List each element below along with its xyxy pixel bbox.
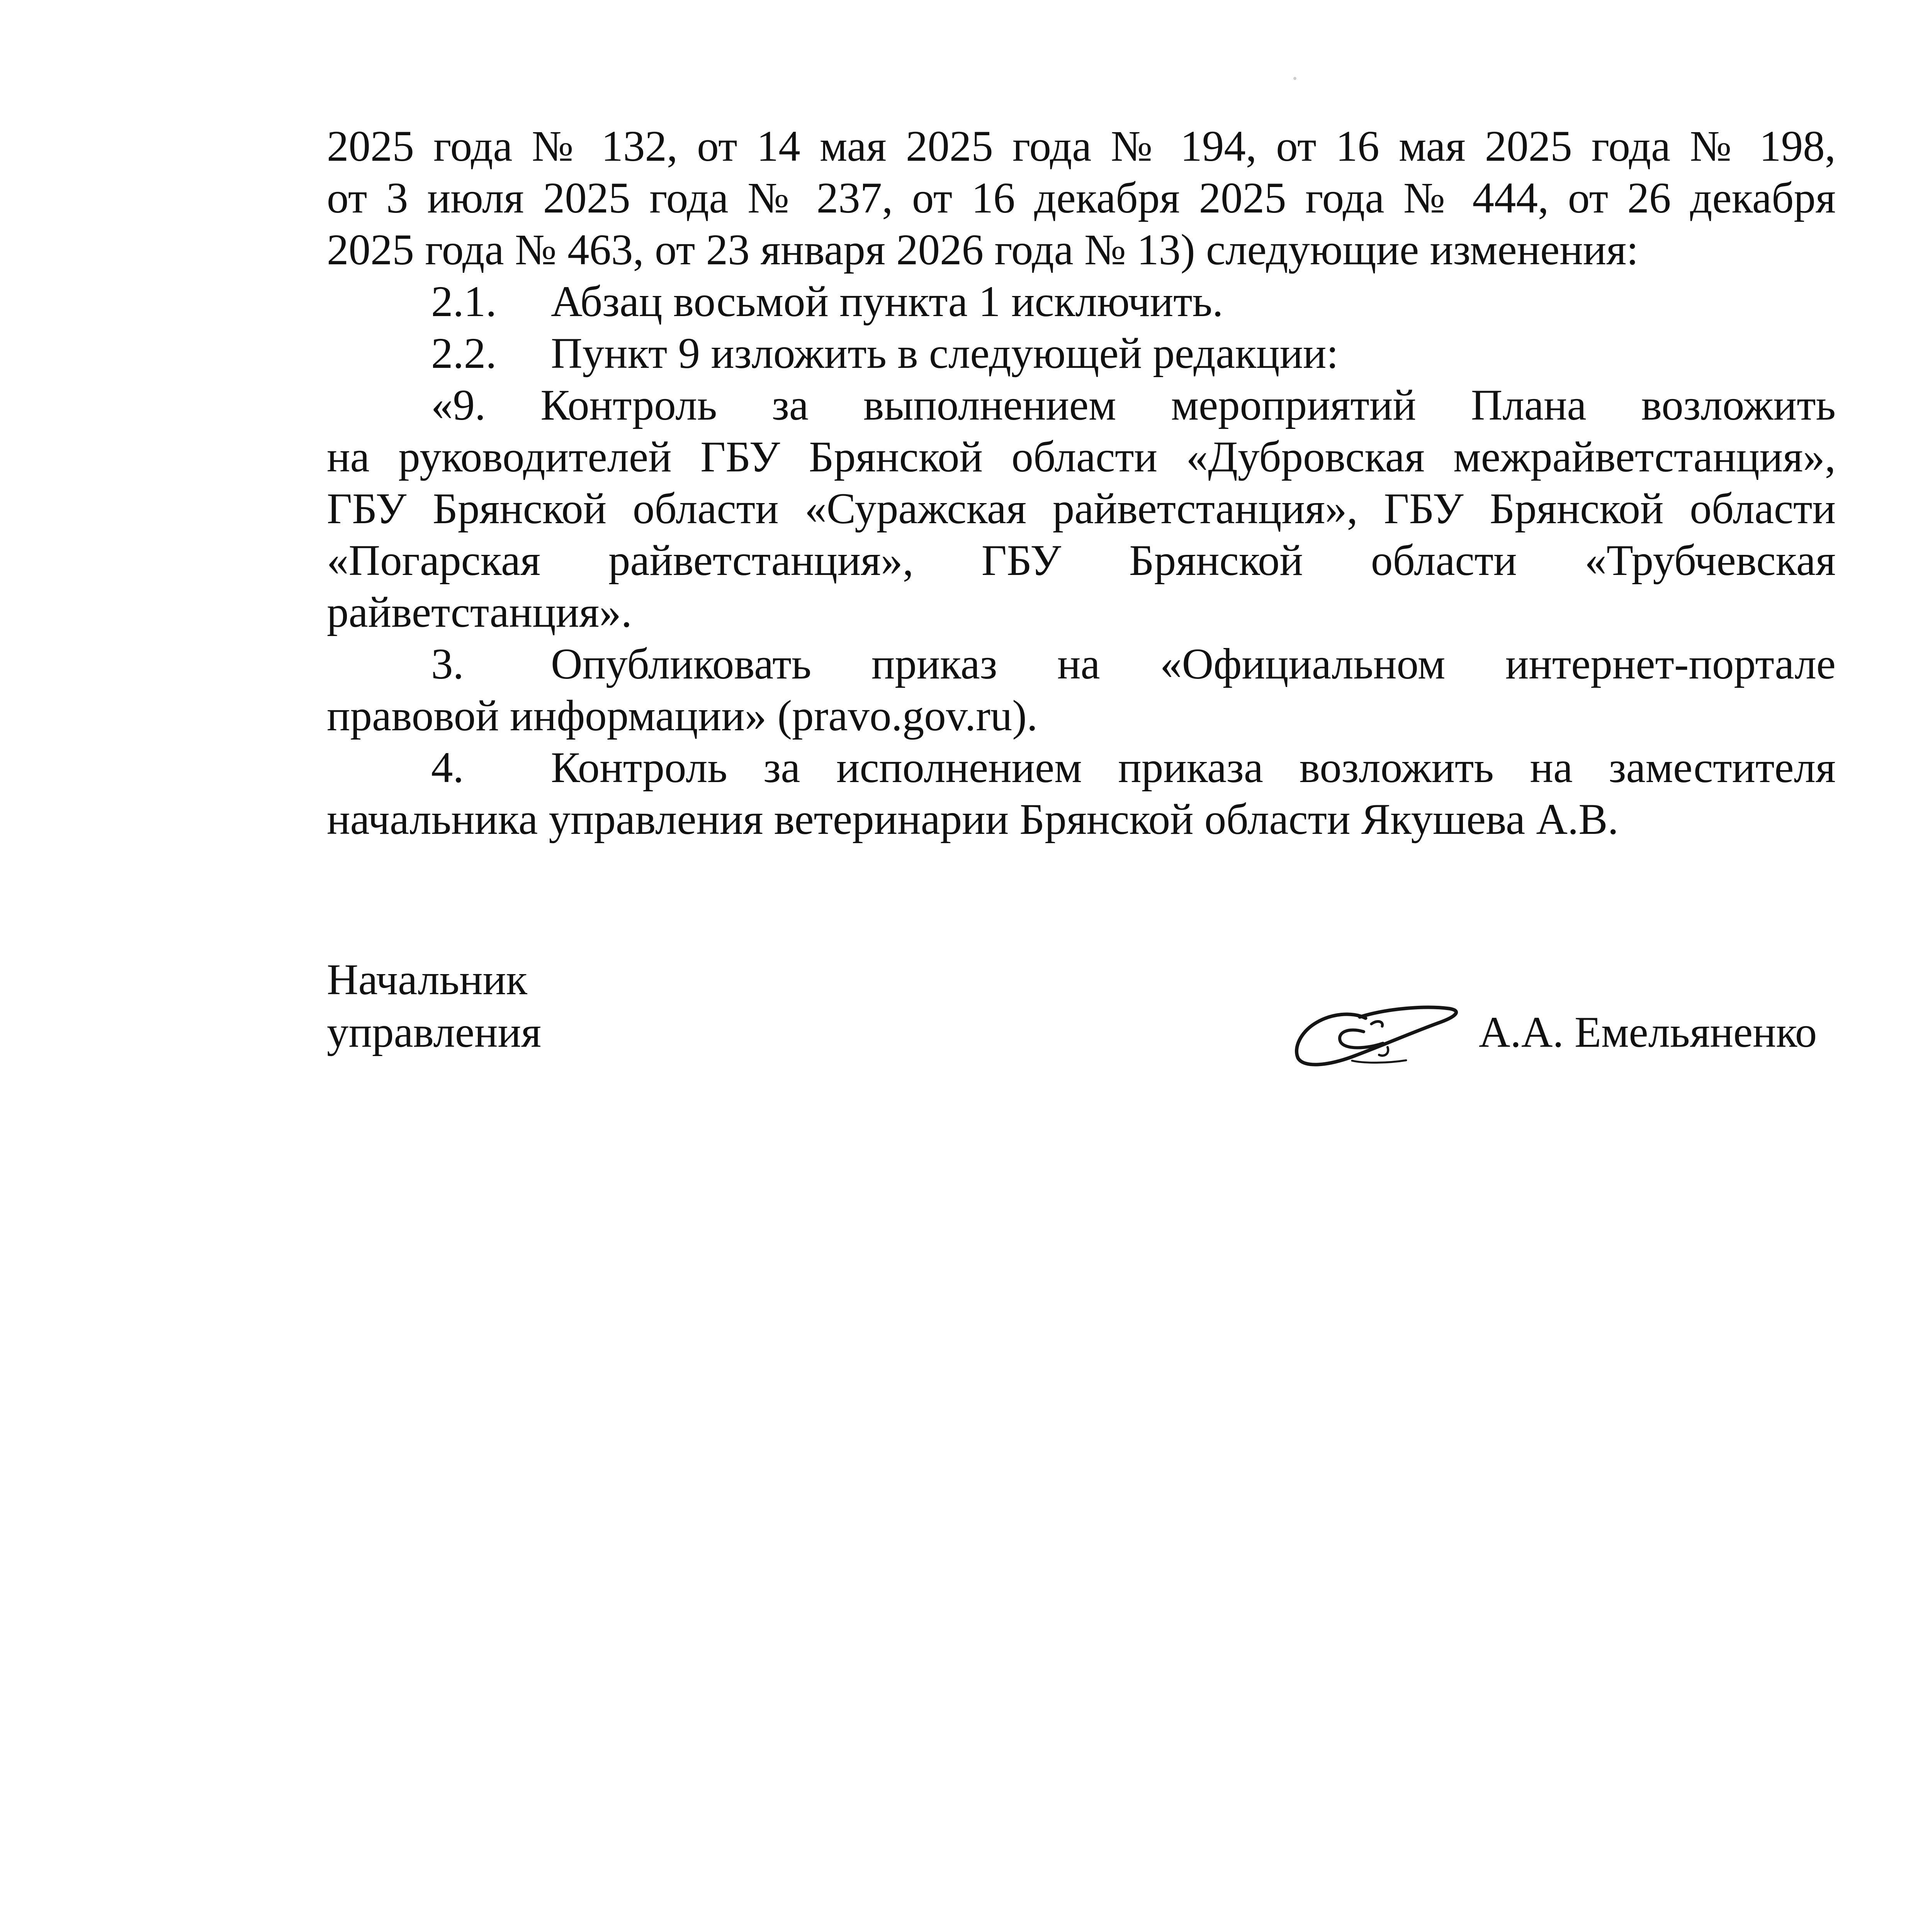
- quote-line-3: ГБУ Брянской области «Суражская райветстанция», ГБУ Брянской области: [327, 485, 1836, 533]
- scan-speck: [1293, 77, 1296, 80]
- document-body: [327, 121, 1836, 845]
- item-4: [327, 742, 1836, 794]
- item-3-number: 3.: [431, 640, 464, 688]
- item-2-2-number: 2.2.: [431, 329, 497, 378]
- item-4-text: Контроль за исполнением приказа возложить на заместителя: [551, 743, 1836, 792]
- item-2-1: [327, 276, 1836, 328]
- quote-line-5: райветстанция».: [327, 588, 632, 636]
- item-3-continuation: правовой информации» (pravo.gov.ru).: [327, 692, 1038, 740]
- item-2-1-number: 2.1.: [431, 277, 497, 326]
- position-line-1: Начальник: [327, 956, 527, 1004]
- item-4-continuation: начальника управления ветеринарии Брянской области Якушева А.В.: [327, 795, 1619, 844]
- signatory-name: А.А. Емельяненко: [1479, 1008, 1817, 1056]
- item-2-1-text: Абзац восьмой пункта 1 исключить.: [551, 277, 1223, 326]
- item-3: [327, 638, 1836, 690]
- item-2-2-text: Пункт 9 изложить в следующей редакции:: [551, 329, 1339, 378]
- quote-line-4: «Погарская райветстанция», ГБУ Брянской области «Трубчевская: [327, 536, 1836, 585]
- intro-line-3: 2025 года № 463, от 23 января 2026 года № 13) следующие изменения:: [327, 226, 1639, 274]
- intro-line-2: от 3 июля 2025 года № 237, от 16 декабря 2025 года № 444, от 26 декабря: [327, 174, 1836, 222]
- quote-line-2: на руководителей ГБУ Брянской области «Дубровская межрайветстанция»,: [327, 433, 1836, 481]
- item-3-text: Опубликовать приказ на «Официальном интернет-портале: [551, 640, 1836, 688]
- position-line-2: управления: [327, 1008, 541, 1056]
- quote-line-1: «9. Контроль за выполнением мероприятий Плана возложить: [431, 381, 1836, 429]
- handwritten-signature: [1286, 981, 1468, 1078]
- intro-line-1: 2025 года № 132, от 14 мая 2025 года № 194, от 16 мая 2025 года № 198,: [327, 122, 1836, 170]
- signature-position: [327, 954, 541, 1059]
- item-4-number: 4.: [431, 743, 464, 792]
- item-2-2: [327, 328, 1836, 379]
